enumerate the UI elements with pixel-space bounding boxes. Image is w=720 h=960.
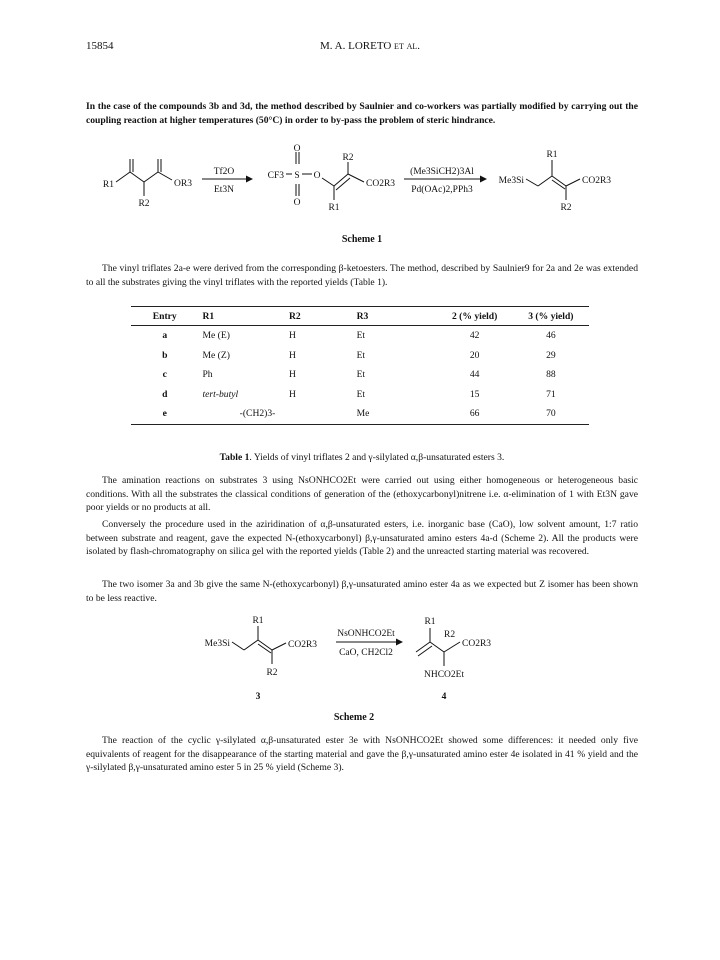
cell-r3: Et (356, 388, 366, 400)
col-r3: R3 (353, 307, 437, 326)
cell-entry: a (162, 330, 168, 342)
scheme1-reagent1-bottom: Et3N (213, 185, 235, 195)
cell-yield-2: 42 (469, 330, 480, 342)
scheme2-prod-co2r3: CO2R3 (462, 639, 492, 649)
scheme1-r1: R1 (102, 180, 114, 190)
scheme-1 (86, 144, 638, 250)
table-header-row (131, 307, 589, 326)
scheme1-r2: R2 (138, 199, 150, 209)
cell-r1: Me (E) (202, 330, 230, 342)
cell-r3: Et (356, 330, 366, 342)
cell-r1: Ph (202, 369, 213, 381)
table-row (131, 365, 589, 385)
cell-yield-3: 71 (546, 388, 556, 400)
paragraph-cyclic: The reaction of the cyclic γ-silylated α,β-unsaturated ester 3e with NsONHCO2Et showed some differences: it needed only five equivalents of reagent for the disappearance of the starting material and gave the β,γ-unsaturated amino ester 4e isolated in 41 % yield and the γ-silylated β,γ-unsaturated amino ester 5 in 25 % yield (Scheme 3). (86, 735, 638, 774)
col-entry: Entry (131, 307, 198, 326)
cell-entry: c (162, 369, 167, 381)
paragraph-isomers: The two isomer 3a and 3b give the same N-(ethoxycarbonyl) β,γ-unsaturated amino ester 4a as we expected but Z isomer has been shown to be less reactive. (86, 579, 638, 604)
col-r2: R2 (285, 307, 353, 326)
paragraph-vinyl-triflates: The vinyl triflates 2a-e were derived from the corresponding β-ketoesters. The method, described by Saulnier9 for 2a and 2e was extended to all the substrates giving the vinyl triflates with the reported yields (Table 1). (86, 263, 638, 288)
scheme1-prod-r1: R1 (546, 150, 558, 160)
cell-r1-r2: -(CH2)3- (198, 404, 352, 424)
scheme1-vt-r2: R2 (342, 153, 354, 163)
table-1 (131, 306, 589, 425)
scheme1-reagent2-bottom: Pd(OAc)2,PPh3 (411, 185, 473, 195)
scheme1-prod-r2: R2 (560, 203, 572, 213)
scheme1-o-bottom: O (293, 198, 301, 208)
scheme2-sm-co2r3: CO2R3 (288, 640, 318, 650)
cell-yield-2: 20 (469, 349, 480, 361)
running-title: M. A. LORETO et al. (320, 40, 420, 52)
paragraph-aziridination: Conversely the procedure used in the aziridination of α,β-unsaturated esters, i.e. inorganic base (CaO), low solvent amount, 1:7 ratio between substrate and reagent, gave the expected N-(ethoxycarbonyl) β,γ-unsaturated amino esters 4a-d (Scheme 2). All the products were isolated by flash-chromatography on silica gel with the reported yields (Table 2) and the unreacted starting material was recovered. (86, 519, 638, 558)
scheme2-sm-label: 3 (255, 692, 261, 702)
cell-r1: Me (Z) (202, 349, 230, 361)
scheme2-reagent-bottom: CaO, CH2Cl2 (339, 648, 393, 658)
cell-yield-2: 15 (469, 388, 480, 400)
scheme2-prod-r1: R1 (424, 617, 436, 627)
table-row (131, 385, 589, 405)
cell-entry: e (131, 404, 198, 424)
cell-r2: H (288, 349, 296, 361)
paragraph-intro: In the case of the compounds 3b and 3d, the method described by Saulnier and co-workers was partially modified by carrying out the coupling reaction at higher temperatures (50°C) in order to by-pass the problem of steric hindrance. (86, 101, 638, 126)
cell-yield-3: 88 (546, 369, 556, 381)
page-number: 15854 (86, 40, 114, 52)
paragraph-amination: The amination reactions on substrates 3 using NsONHCO2Et were carried out using either homogeneous or heterogeneous basic conditions. With all the substrates the classical conditions of generation of the (ethoxycarbonyl)nitrene i.e. α-elimination of 1 with Et3N gave poor yields or no products at all. (86, 475, 638, 514)
scheme1-or3: OR3 (174, 179, 192, 189)
scheme2-sm-r2: R2 (266, 668, 278, 678)
table-1-caption (86, 452, 638, 463)
cell-r2: H (288, 388, 296, 400)
cell-yield-3: 29 (546, 349, 556, 361)
scheme2-prod-nh: NHCO2Et (424, 670, 465, 680)
cell-r1: tert-butyl (202, 388, 239, 400)
scheme1-o-top: O (293, 144, 301, 154)
scheme2-reagent-top: NsONHCO2Et (337, 629, 395, 639)
scheme2-me3si: Me3Si (204, 639, 230, 649)
scheme1-vt-r1: R1 (328, 203, 340, 213)
scheme2-sm-r1: R1 (252, 616, 264, 626)
scheme2-prod-label: 4 (441, 692, 447, 702)
cell-r3: Me (353, 404, 437, 424)
cell-yield-3: 70 (513, 404, 589, 424)
scheme1-o-link: O (313, 171, 321, 181)
scheme1-me3si: Me3Si (498, 176, 524, 186)
cell-r2: H (288, 369, 296, 381)
cell-yield-2: 66 (437, 404, 513, 424)
table-row (131, 326, 589, 346)
scheme2-caption: Scheme 2 (333, 712, 375, 723)
col-r1: R1 (198, 307, 285, 326)
table-row (131, 346, 589, 366)
cell-yield-3: 46 (546, 330, 556, 342)
cell-r2: H (288, 330, 296, 342)
scheme2-prod-r2: R2 (444, 630, 456, 640)
table-1-caption-text: . Yields of vinyl triflates 2 and γ-silylated α,β-unsaturated esters 3. (249, 452, 505, 463)
scheme-2 (160, 614, 560, 726)
cell-r3: Et (356, 369, 366, 381)
cell-yield-2: 44 (469, 369, 480, 381)
scheme1-prod-co2r3: CO2R3 (582, 176, 612, 186)
scheme1-reagent1-top: Tf2O (213, 167, 235, 177)
scheme1-s: S (294, 171, 300, 181)
cell-r3: Et (356, 349, 366, 361)
cell-entry: d (162, 388, 168, 400)
cell-entry: b (162, 349, 168, 361)
scheme1-vt-co2r3: CO2R3 (366, 179, 396, 189)
table-row (131, 404, 589, 424)
scheme1-reagent2-top: (Me3SiCH2)3Al (410, 167, 474, 177)
scheme1-caption: Scheme 1 (341, 234, 383, 245)
col-yield-2: 2 (% yield) (437, 307, 513, 326)
table-1-caption-label: Table 1 (219, 452, 250, 463)
col-yield-3: 3 (% yield) (513, 307, 589, 326)
scheme1-cf3: CF3 (267, 171, 284, 181)
